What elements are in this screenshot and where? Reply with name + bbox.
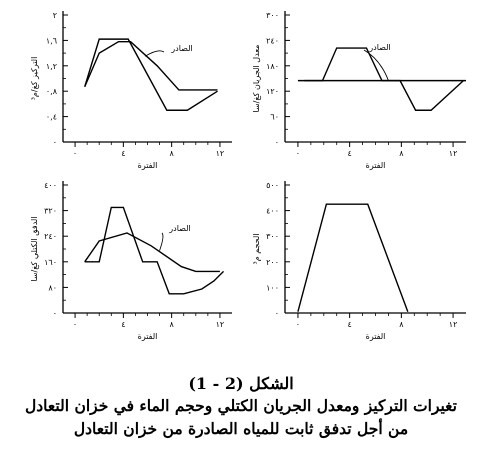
y-tick-label: ٤٠٠ <box>266 206 279 216</box>
annotation-leader <box>364 50 388 81</box>
y-tick-label: ٣٠٠ <box>266 232 279 242</box>
y-tick-label: ٢٤٠ <box>44 232 57 242</box>
y-tick-label: ١,٦ <box>45 36 57 46</box>
x-tick-label: ٨ <box>399 149 404 158</box>
x-tick-label: ٨ <box>169 320 174 329</box>
y-tick-label: ٠ <box>52 309 57 318</box>
x-axis-label: الفترة <box>365 161 386 170</box>
y-tick-label: ٢ <box>52 11 57 20</box>
x-tick-label: ١٢ <box>448 320 458 329</box>
y-axis-label: الحجم م³ <box>252 233 261 265</box>
x-tick-label: ٨ <box>169 149 174 158</box>
series-line-1 <box>85 207 224 293</box>
x-tick-label: ٠ <box>295 149 301 158</box>
y-tick-label: ٦٠ <box>270 112 279 122</box>
volume-chart <box>240 175 482 360</box>
x-tick-label: ٤ <box>121 149 126 158</box>
annotation-leader <box>160 233 163 251</box>
y-axis-label: معدل الجريان كغ/سا <box>252 44 261 113</box>
x-axis-label: الفترة <box>137 332 158 341</box>
y-tick-label: ١,٢ <box>45 61 57 71</box>
x-tick-label: ١٢ <box>215 149 225 158</box>
y-tick-label: ٤٠٠ <box>44 181 57 190</box>
annotation-label: الصادر <box>369 43 391 52</box>
series-line-1 <box>304 48 463 110</box>
y-axis-label: التركيز كغ/م³ <box>30 56 39 101</box>
figure-caption-line-2: من أجل تدفق ثابت للمياه الصادرة من خزان التعادل <box>73 419 409 438</box>
y-tick-label: ١٠٠ <box>266 283 279 293</box>
y-tick-label: ٣٠٠ <box>266 11 279 20</box>
y-tick-label: ٥٠٠ <box>266 181 279 190</box>
y-tick-label: ١٨٠ <box>266 61 279 71</box>
y-tick-label: ٨٠ <box>48 283 57 293</box>
x-axis-label: الفترة <box>137 161 158 170</box>
x-tick-label: ٨ <box>399 320 404 329</box>
x-tick-label: ١٢ <box>215 320 225 329</box>
figure-number: الشكل (2 - 1) <box>188 374 294 393</box>
x-tick-label: ٠ <box>72 320 78 329</box>
x-tick-label: ٠ <box>72 149 78 158</box>
figure-caption-line-1: تغيرات التركيز ومعدل الجريان الكتلي وحجم الماء في خزان التعادل <box>25 396 457 415</box>
y-tick-label: ٠,٤ <box>45 112 57 122</box>
series-line-2 <box>85 233 220 271</box>
x-tick-label: ٤ <box>347 320 352 329</box>
x-axis-label: الفترة <box>365 332 386 341</box>
y-tick-label: ٠,٨ <box>45 87 57 97</box>
annotation-leader <box>145 51 164 57</box>
y-axis-label: الدفق الكتلي كغ/سا <box>30 216 39 282</box>
concentration-chart <box>0 0 240 185</box>
y-tick-label: ٠ <box>52 138 57 147</box>
y-tick-label: ١٢٠ <box>266 87 279 97</box>
annotation-label: الصادر <box>169 224 191 233</box>
flow-rate-chart <box>240 0 482 185</box>
x-tick-label: ٤ <box>121 320 126 329</box>
mass-flow-chart <box>0 175 240 360</box>
y-tick-label: ٢٠٠ <box>266 257 279 267</box>
x-tick-label: ٠ <box>295 320 301 329</box>
x-tick-label: ١٢ <box>448 149 458 158</box>
y-tick-label: ٠ <box>274 309 279 318</box>
series-line-1 <box>298 204 408 312</box>
y-tick-label: ٣٢٠ <box>44 206 57 216</box>
y-tick-label: ٢٤٠ <box>266 36 279 46</box>
y-tick-label: ١٦٠ <box>44 257 57 267</box>
x-tick-label: ٤ <box>347 149 352 158</box>
annotation-label: الصادر <box>171 44 193 53</box>
y-tick-label: ٠ <box>274 138 279 147</box>
